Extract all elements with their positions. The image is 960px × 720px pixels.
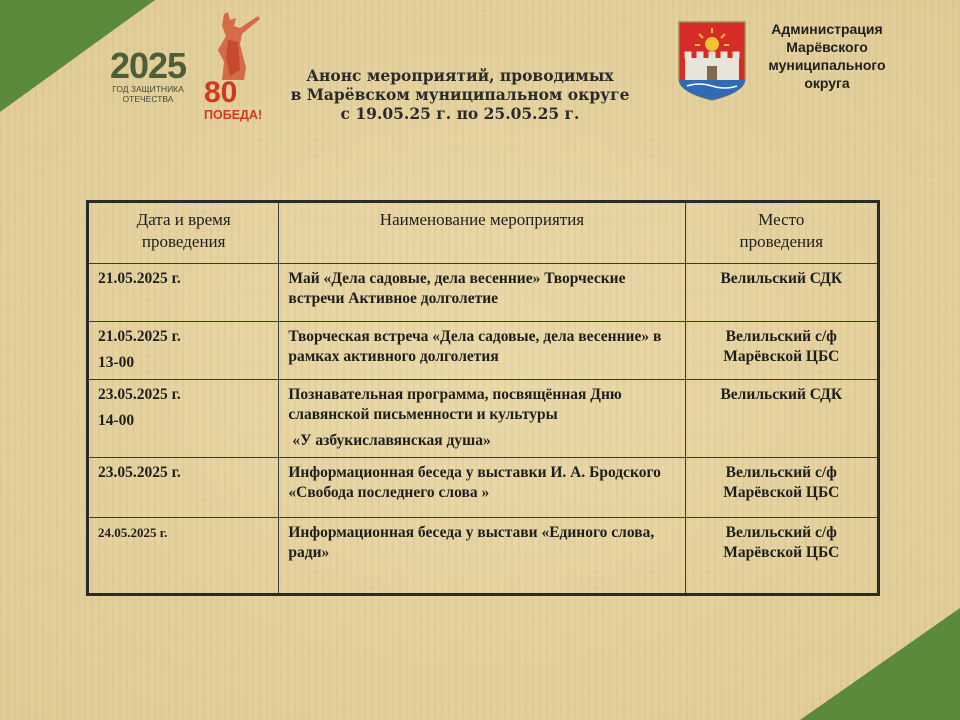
cell-date [88, 322, 279, 380]
cell-name [279, 380, 685, 458]
column-header-place [685, 202, 878, 264]
column-header-name [279, 202, 685, 264]
victory-80-logo [200, 10, 268, 125]
logo-year: 2025 [109, 45, 187, 86]
logo-victory-word: ПОБЕДА! [204, 108, 263, 122]
header-place-line-2: проведения [739, 232, 824, 251]
table-row [88, 264, 879, 322]
cell-place [685, 380, 878, 458]
table-header-row [88, 202, 879, 264]
header-date-line-1: Дата и время [136, 210, 231, 229]
event-date: 21.05.2025 г. [98, 270, 181, 287]
event-date: 23.05.2025 г. [98, 464, 181, 481]
admin-line-1: Администрация [771, 21, 883, 37]
cell-date [88, 264, 279, 322]
event-name: Май «Дела садовые, дела весенние» Творческие встречи Активное долголетие [288, 270, 626, 307]
logo-year-caption-1: ГОД ЗАЩИТНИКА [112, 84, 184, 94]
event-date: 24.05.2025 г. [98, 525, 168, 540]
page-title [265, 66, 655, 123]
event-place: Велильский СДК [720, 386, 843, 403]
table-row [88, 458, 879, 518]
event-date: 23.05.2025 г. [98, 386, 181, 403]
title-line-1: Анонс мероприятий, проводимых [306, 66, 614, 85]
cell-date [88, 380, 279, 458]
table-row [88, 380, 879, 458]
title-line-2: в Марёвском муниципальном округе [290, 85, 630, 104]
cell-place [685, 264, 878, 322]
cell-name [279, 322, 685, 380]
cell-place [685, 458, 878, 518]
cell-date [88, 518, 279, 595]
motherland-statue-icon [200, 10, 268, 82]
cell-name [279, 458, 685, 518]
admin-line-2: Марёвского [786, 39, 868, 55]
administration-title [752, 20, 902, 92]
event-name: Творческая встреча «Дела садовые, дела весенние» в рамках активного долголетия [288, 328, 662, 365]
event-time: 14-00 [98, 412, 135, 429]
event-name: Информационная беседа у выставки И. А. Бродского «Свобода последнего слова » [288, 464, 661, 501]
event-date: 21.05.2025 г. [98, 328, 181, 345]
title-line-3: с 19.05.25 г. по 25.05.25 г. [340, 104, 580, 123]
corner-decoration-bottom-right [800, 608, 960, 720]
column-header-date [88, 202, 279, 264]
cell-name [279, 264, 685, 322]
year-of-defender-logo [106, 45, 190, 104]
logo-victory-number: 80 [204, 76, 238, 109]
event-name: Познавательная программа, посвящённая Дню славянской письменности и культуры [288, 386, 622, 423]
table-row [88, 322, 879, 380]
logo-year-caption-2: ОТЕЧЕСТВА [122, 94, 174, 104]
cell-date [88, 458, 279, 518]
event-place: Велильский с/ф Марёвской ЦБС [723, 524, 840, 561]
header-place-line-1: Место [758, 210, 805, 229]
header-name-label: Наименование мероприятия [379, 210, 585, 229]
event-name-subtitle: «У азбукиславянская душа» [292, 432, 491, 449]
coat-of-arms-icon [677, 20, 747, 102]
cell-name [279, 518, 685, 595]
header-date-line-2: проведения [141, 232, 226, 251]
event-place: Велильский с/ф Марёвской ЦБС [723, 328, 840, 365]
cell-place [685, 322, 878, 380]
admin-line-4: округа [804, 75, 850, 91]
events-table [86, 200, 880, 596]
event-place: Велильский с/ф Марёвской ЦБС [723, 464, 840, 501]
table-row [88, 518, 879, 595]
event-name: Информационная беседа у выстави «Единого слова, ради» [288, 524, 655, 561]
event-place: Велильский СДК [720, 270, 843, 287]
cell-place [685, 518, 878, 595]
admin-line-3: муниципального [768, 57, 886, 73]
event-time: 13-00 [98, 354, 135, 371]
